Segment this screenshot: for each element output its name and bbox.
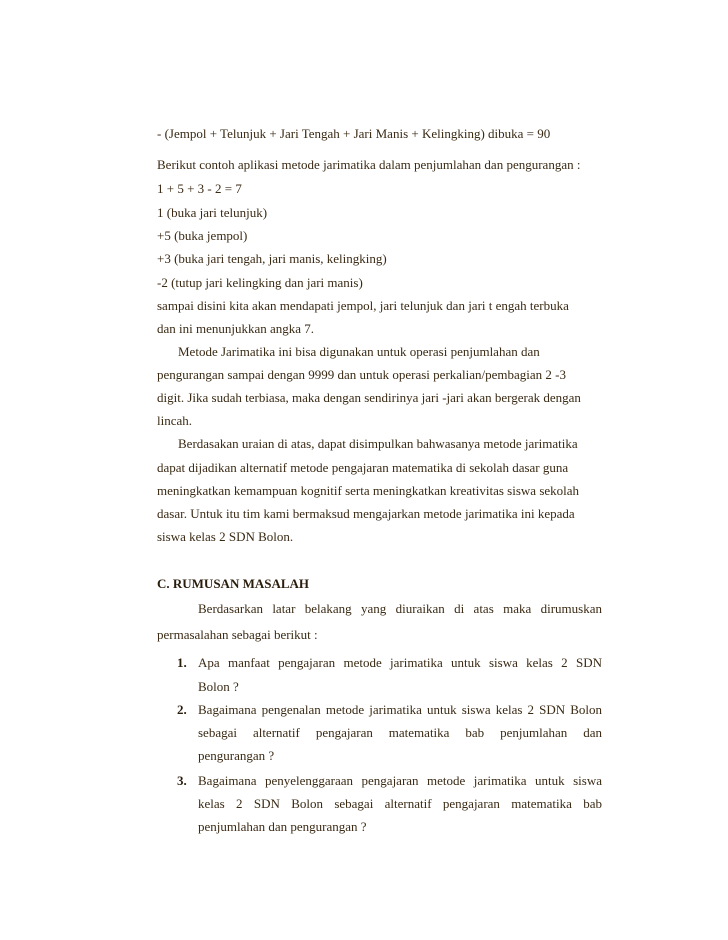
section-intro-line: Berdasarkan latar belakang yang diuraikan di atas maka dirumuskan [198,601,602,616]
list-item-number: 2. [177,702,187,717]
example-step: +5 (buka jempol) [157,228,248,243]
list-item-line: pengurangan ? [198,748,275,763]
paragraph-1-line: Metode Jarimatika ini bisa digunakan untuk operasi penjumlahan dan [178,344,540,359]
example-step: +3 (buka jari tengah, jari manis, kelingking) [157,251,387,266]
paragraph-2-line: dapat dijadikan alternatif metode pengajaran matematika di sekolah dasar guna [157,460,569,475]
example-result-line: dan ini menunjukkan angka 7. [157,321,315,336]
paragraph-2-line: meningkatkan kemampuan kognitif serta meningkatkan kreativitas siswa sekolah [157,483,580,498]
paragraph-2-line: Berdasakan uraian di atas, dapat disimpulkan bahwasanya metode jarimatika [178,436,578,451]
paragraph-2-line: dasar. Untuk itu tim kami bermaksud mengajarkan metode jarimatika ini kepada [157,506,575,521]
paragraph-1-line: digit. Jika sudah terbiasa, maka dengan sendirinya jari -jari akan bergerak dengan [157,390,581,405]
paragraph-1-line: lincah. [157,413,193,428]
paragraph-2-line: siswa kelas 2 SDN Bolon. [157,529,294,544]
intro-line: - (Jempol + Telunjuk + Jari Tengah + Jari Manis + Kelingking) dibuka = 90 [157,126,551,141]
example-step: 1 (buka jari telunjuk) [157,205,268,220]
example-lead: Berikut contoh aplikasi metode jarimatika dalam penjumlahan dan pengurangan : [157,157,581,172]
example-result-line: sampai disini kita akan mendapati jempol, jari telunjuk dan jari t engah terbuka [157,298,569,313]
list-item-number: 1. [177,655,187,670]
list-item-line: sebagai alternatif pengajaran matematika bab penjumlahan dan [198,725,602,740]
list-item-line: kelas 2 SDN Bolon sebagai alternatif pengajaran matematika bab [198,796,602,811]
list-item-line: Bagaimana pengenalan metode jarimatika untuk siswa kelas 2 SDN Bolon [198,702,602,717]
list-item-line: Apa manfaat pengajaran metode jarimatika untuk siswa kelas 2 SDN [198,655,602,670]
example-step: -2 (tutup jari kelingking dan jari manis) [157,275,363,290]
paragraph-1-line: pengurangan sampai dengan 9999 dan untuk operasi perkalian/pembagian 2 -3 [157,367,567,382]
list-item-line: Bagaimana penyelenggaraan pengajaran metode jarimatika untuk siswa [198,773,602,788]
section-heading: C. RUMUSAN MASALAH [157,576,310,591]
section-intro-line: permasalahan sebagai berikut : [157,627,318,642]
list-item-number: 3. [177,773,187,788]
example-equation: 1 + 5 + 3 - 2 = 7 [157,181,242,196]
list-item-line: penjumlahan dan pengurangan ? [198,819,367,834]
list-item-line: Bolon ? [198,679,239,694]
